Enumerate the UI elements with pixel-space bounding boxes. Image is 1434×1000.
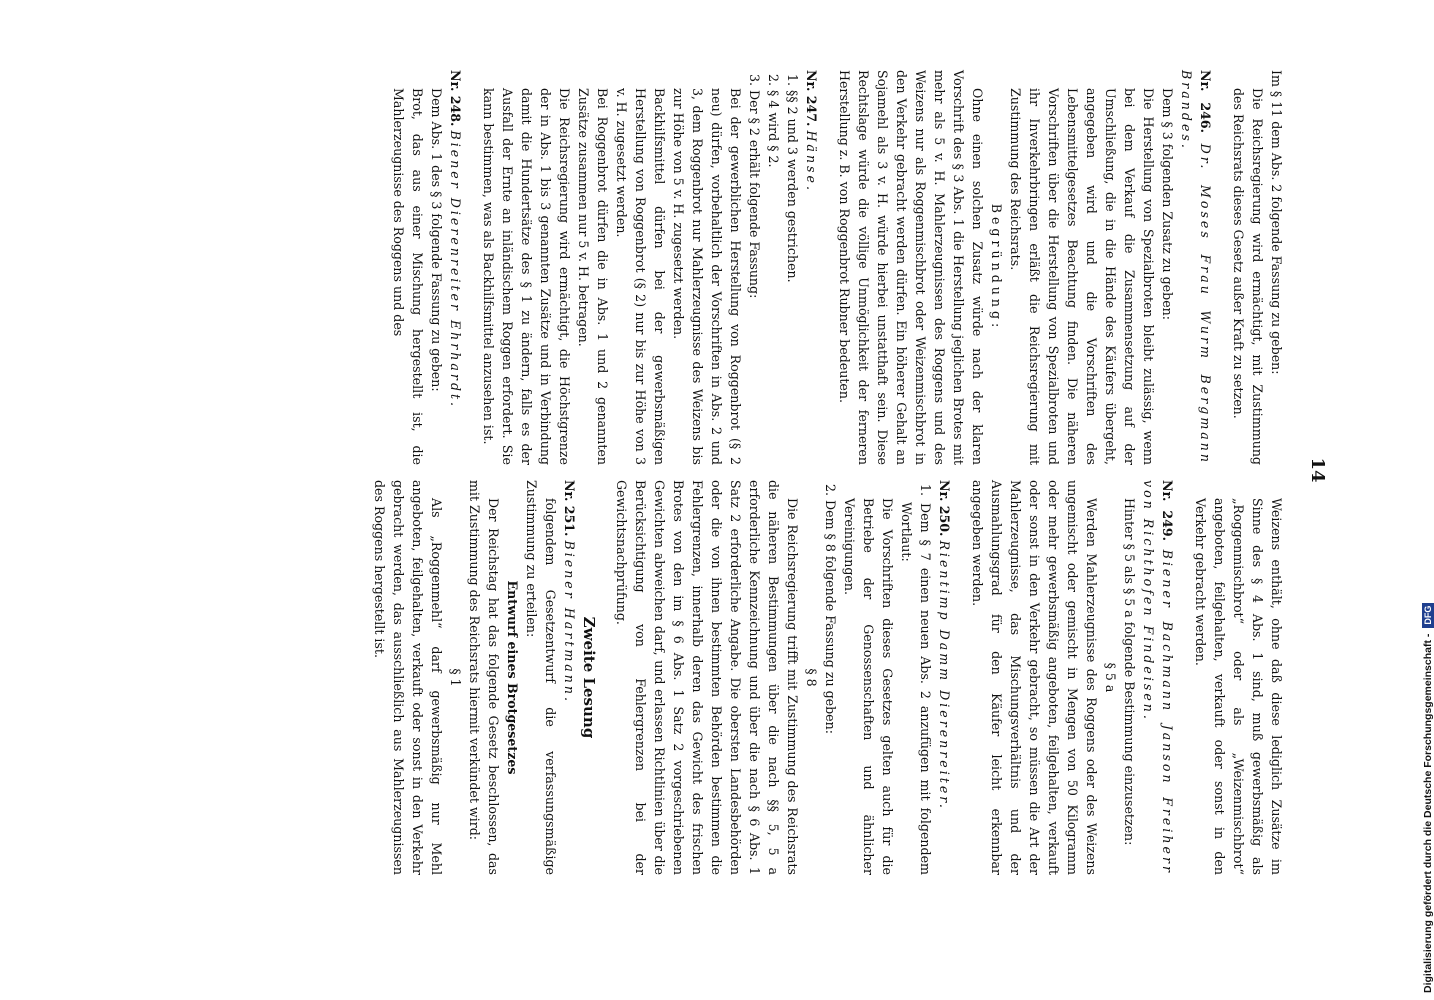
amendment-text: Die Herstellung von Spezialbroten bleibt zulässig, wenn bei dem Verkauf die Zusammensetzung auf der Umschließung, die in die Hände des Käufers übergeht, angegeben wird und die Vorschriften des Lebensmittelgesetzes Beachtung finden. Die näheren Vorschriften über die Herstellung von Spezialbroten und ihr Inverkehrbringen erläßt die Reichsregierung mit Zustimmung des Reichsrats. bbox=[1008, 88, 1156, 465]
amendment-signatories: Biener Hartmann. bbox=[562, 540, 577, 705]
page-number: 14 bbox=[1307, 457, 1328, 483]
amendment-header bbox=[560, 480, 579, 875]
paragraph: Bei der gewerblichen Herstellung von Roggenbrot (§ 2 neu) dürfen, vorbehaltlich der Vorschriften in Abs. 2 und 3, dem Roggenbrot nur Mahlerzeugnisse des Weizens bis zur Höhe von 5 v. H. zugesetzt werden. bbox=[671, 88, 743, 465]
paragraph: Die Reichsregierung wird ermächtigt, die Höchstgrenze der in Abs. 1 bis 3 genannten Zusätze und in Verbindung damit die Hundertsätze des § 1 zu ändern, falls es der Ausfall der Ernte an inländischem Roggen erfordert. Sie kann bestimmen, was als Backhilfsmittel anzusehen ist. bbox=[481, 88, 572, 465]
digitization-banner bbox=[1419, 8, 1434, 993]
list-item: 2. Dem § 8 folgende Fassung zu geben: bbox=[823, 484, 838, 734]
amendment-248-continuation bbox=[1191, 480, 1286, 875]
amendment-text: Werden Mahlerzeugnisse des Roggens oder des Weizens ungemischt oder gemischt in Mengen von 50 Kilogramm oder mehr gewerbsmäßig angeboten, feilgehalten, verkauft oder sonst in den Verkehr gebracht, so müssen die Art der Mahlerzeugnisse, das Mischungsverhältnis und der Ausmahlungsgrad für den Käufer leicht erkennbar angegeben werden. bbox=[970, 480, 1099, 875]
amendment-246 bbox=[835, 70, 1215, 465]
amendment-247 bbox=[479, 70, 821, 465]
paragraph: Die Vorschriften dieses Gesetzes gelten auch für die Betriebe der Genossenschaften und ähnlicher Vereinigungen. bbox=[842, 498, 895, 875]
continuation-text: Weizens enthält, ohne daß diese lediglich Zusätze im Sinne des § 4 Abs. 1 sind, muß gewerbsmäßig als „Roggenmischbrot“ oder als „Weizenmischbrot“ angeboten, feilgehalten, verkauft oder sonst in den Verkehr gebracht werden. bbox=[1193, 498, 1284, 875]
amendment-header bbox=[1177, 70, 1215, 465]
amendment-number: Nr. 246. bbox=[1198, 70, 1213, 134]
begruendung-title: Begründung: bbox=[989, 203, 1004, 332]
amendment-signatories: Dr. Moses Frau Wurm Bergmann Brandes. bbox=[1179, 70, 1213, 465]
amendment-249 bbox=[968, 480, 1177, 875]
list-item: 1. §§ 2 und 3 werden gestrichen. bbox=[785, 74, 800, 283]
dfg-logo: DFG bbox=[1422, 603, 1434, 628]
section-text: Als „Roggenmehl“ darf gewerbsmäßig nur Mehl angeboten, feilgehalten, verkauft oder sonst in den Verkehr gebracht werden, das ausschließlich aus Mahlerzeugnissen des Roggens hergestellt ist. bbox=[372, 480, 444, 875]
amendment-header bbox=[935, 480, 954, 875]
amendment-signatories: Biener Dierenreiter Ehrhardt. bbox=[448, 130, 463, 410]
begruendung-text: Ohne einen solchen Zusatz würde nach der klaren Vorschrift des § 3 Abs. 1 die Herstellung jeglichen Brotes mit mehr als 5 v. H. Mahlerzeugnissen des Roggens und des Weizens nur als Roggenmischbrot oder Weizenmischbrot in den Verkehr gebracht werden dürfen. Ein höherer Gehalt an Sojamehl als 3 v. H. würde hierbei unstatthaft sein. Diese Rechtslage würde die völlige Unmöglichkeit der ferneren Herstellung z. B. von Roggenbrot Rubner bedeuten. bbox=[837, 70, 985, 465]
list-item: 3. Der § 2 erhält folgende Fassung: bbox=[747, 74, 762, 299]
amendment-signatories: Hänse. bbox=[804, 130, 819, 193]
intro-text: Die Reichsregierung wird ermächtigt, mit Zustimmung des Reichsrats dieses Gesetz außer Kraft zu setzen. bbox=[1231, 88, 1265, 465]
amendment-text: Brot, das aus einer Mischung hergestellt ist, die Mahlerzeugnisse des Roggens und des bbox=[391, 88, 425, 465]
amendment-instruction: folgendem Gesetzentwurf die verfassungsmäßige Zustimmung zu erteilen: bbox=[524, 480, 558, 875]
second-reading bbox=[370, 480, 598, 875]
list-item: 2. § 4 wird § 2. bbox=[766, 74, 781, 168]
amendment-header bbox=[802, 70, 821, 465]
amendment-instruction: Dem Abs. 1 des § 3 folgende Fassung zu geben: bbox=[429, 88, 444, 392]
section-number: § 8 bbox=[804, 668, 819, 687]
amendment-250 bbox=[612, 480, 954, 875]
amendment-number: Nr. 249. bbox=[1160, 480, 1175, 542]
list-item: 1. Dem § 7 einen neuen Abs. 2 anzufügen mit folgendem Wortlaut: bbox=[899, 484, 933, 875]
amendment-instruction: Dem § 3 folgenden Zusatz zu geben: bbox=[1160, 88, 1175, 321]
right-column bbox=[356, 480, 1286, 875]
amendment-number: Nr. 251. bbox=[562, 480, 577, 537]
amendment-signatories: Biener Bachmann Janson Freiherr von Richthofen Findeisen. bbox=[1141, 480, 1175, 875]
amendment-header bbox=[1139, 480, 1177, 875]
amendment-number: Nr. 250. bbox=[937, 480, 952, 537]
section-number: § 5 a bbox=[1103, 662, 1118, 693]
amendment-number: Nr. 248. bbox=[448, 70, 463, 127]
amendment-header bbox=[446, 70, 465, 465]
paragraph: Die Reichsregierung trifft mit Zustimmung des Reichsrats die näheren Bestimmungen über die nach §§ 5, 5 a erforderliche Kennzeichnung und über die nach § 6 Abs. 1 Satz 2 erforderliche Angabe. Die obersten Landesbehörden oder die von ihnen bestimmten Behörden bestimmen die Fehlergrenzen, innerhalb deren das Gewicht des frischen Brotes von den im § 6 Abs. 1 Satz 2 vorgeschriebenen Gewichten abweichen darf, und erlassen Richtlinien über die Berücksichtigung von Fehlergrenzen bei der Gewichtsnachprüfung. bbox=[614, 480, 800, 875]
amendment-instruction: Hinter § 5 als § 5 a folgende Bestimmung einzusetzen: bbox=[1122, 498, 1137, 846]
intro-instruction: Im § 11 dem Abs. 2 folgende Fassung zu geben: bbox=[1269, 70, 1284, 375]
paragraph: Backhilfsmittel dürfen bei der gewerbsmäßigen Herstellung von Roggenbrot (§ 2) nur bis zur Höhe von 3 v. H. zugesetzt werden. bbox=[614, 88, 667, 465]
document-page bbox=[118, 50, 1338, 890]
amendment-signatories: Rientimp Damm Dierenreiter. bbox=[937, 540, 952, 811]
paragraph: Bei Roggenbrot dürfen die in Abs. 1 und 2 genannten Zusätze zusammen nur 5 v. H. betragen. bbox=[576, 88, 610, 465]
section-title: Zweite Lesung bbox=[580, 616, 598, 739]
banner-text: Digitalisierung gefördert durch die Deutsche Forschungsgemeinschaft - bbox=[1422, 633, 1434, 993]
left-column bbox=[375, 70, 1286, 465]
amendment-number: Nr. 247. bbox=[804, 70, 819, 127]
intro-amendment bbox=[1229, 70, 1286, 465]
amendment-248 bbox=[389, 70, 465, 465]
draft-title: Entwurf eines Brotgesetzes bbox=[505, 580, 520, 775]
enactment-clause: Der Reichstag hat das folgende Gesetz beschlossen, das mit Zustimmung des Reichsrats hiermit verkündet wird: bbox=[467, 480, 501, 875]
section-number: § 1 bbox=[448, 668, 463, 687]
